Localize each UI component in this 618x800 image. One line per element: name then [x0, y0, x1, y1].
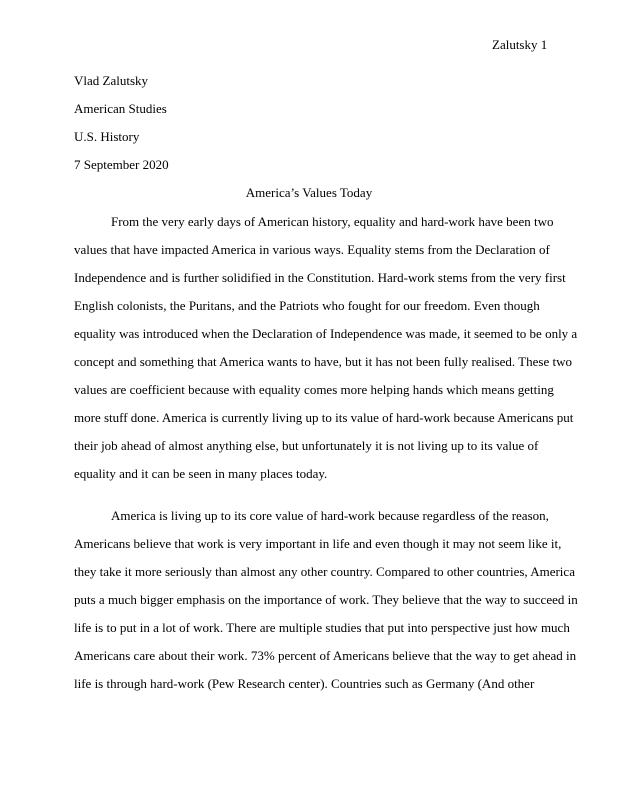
subject-name: U.S. History — [74, 129, 140, 144]
paragraph-line: From the very early days of American history, equality and hard-work have been two — [111, 214, 554, 229]
paragraph-line: puts a much bigger emphasis on the importance of work. They believe that the way to succeed in — [74, 592, 578, 607]
paragraph-line: Americans believe that work is very important in life and even though it may not seem like it, — [74, 536, 562, 551]
paragraph-line: values that have impacted America in various ways. Equality stems from the Declaration of — [74, 242, 550, 257]
running-header: Zalutsky 1 — [492, 37, 548, 52]
date: 7 September 2020 — [74, 157, 169, 172]
paragraph-line: concept and something that America wants to have, but it has not been fully realised. These two — [74, 354, 572, 369]
paragraph-line: equality was introduced when the Declaration of Independence was made, it seemed to be only a — [74, 326, 578, 341]
student-name: Vlad Zalutsky — [74, 73, 149, 88]
paragraph-line: life is through hard-work (Pew Research center). Countries such as Germany (And other — [74, 676, 535, 691]
paragraph-line: Americans care about their work. 73% percent of Americans believe that the way to get ahead in — [74, 648, 577, 663]
paragraph-line: life is to put in a lot of work. There are multiple studies that put into perspective just how much — [74, 620, 570, 635]
paragraph-line: equality and it can be seen in many places today. — [74, 466, 328, 481]
essay-title: America’s Values Today — [245, 185, 373, 200]
paragraph-line: they take it more seriously than almost any other country. Compared to other countries, America — [74, 564, 575, 579]
paragraph-line: English colonists, the Puritans, and the Patriots who fought for our freedom. Even though — [74, 298, 540, 313]
paragraph-line: Independence and is further solidified in the Constitution. Hard-work stems from the very first — [74, 270, 566, 285]
paragraph-line: their job ahead of almost anything else, but unfortunately it is not living up to its value of — [74, 438, 539, 453]
course-name: American Studies — [74, 101, 167, 116]
paragraph-line: values are coefficient because with equality comes more helping hands which means getting — [74, 382, 554, 397]
paragraph-line: more stuff done. America is currently living up to its value of hard-work because Americans put — [74, 410, 574, 425]
paragraph-line: America is living up to its core value of hard-work because regardless of the reason, — [111, 508, 549, 523]
